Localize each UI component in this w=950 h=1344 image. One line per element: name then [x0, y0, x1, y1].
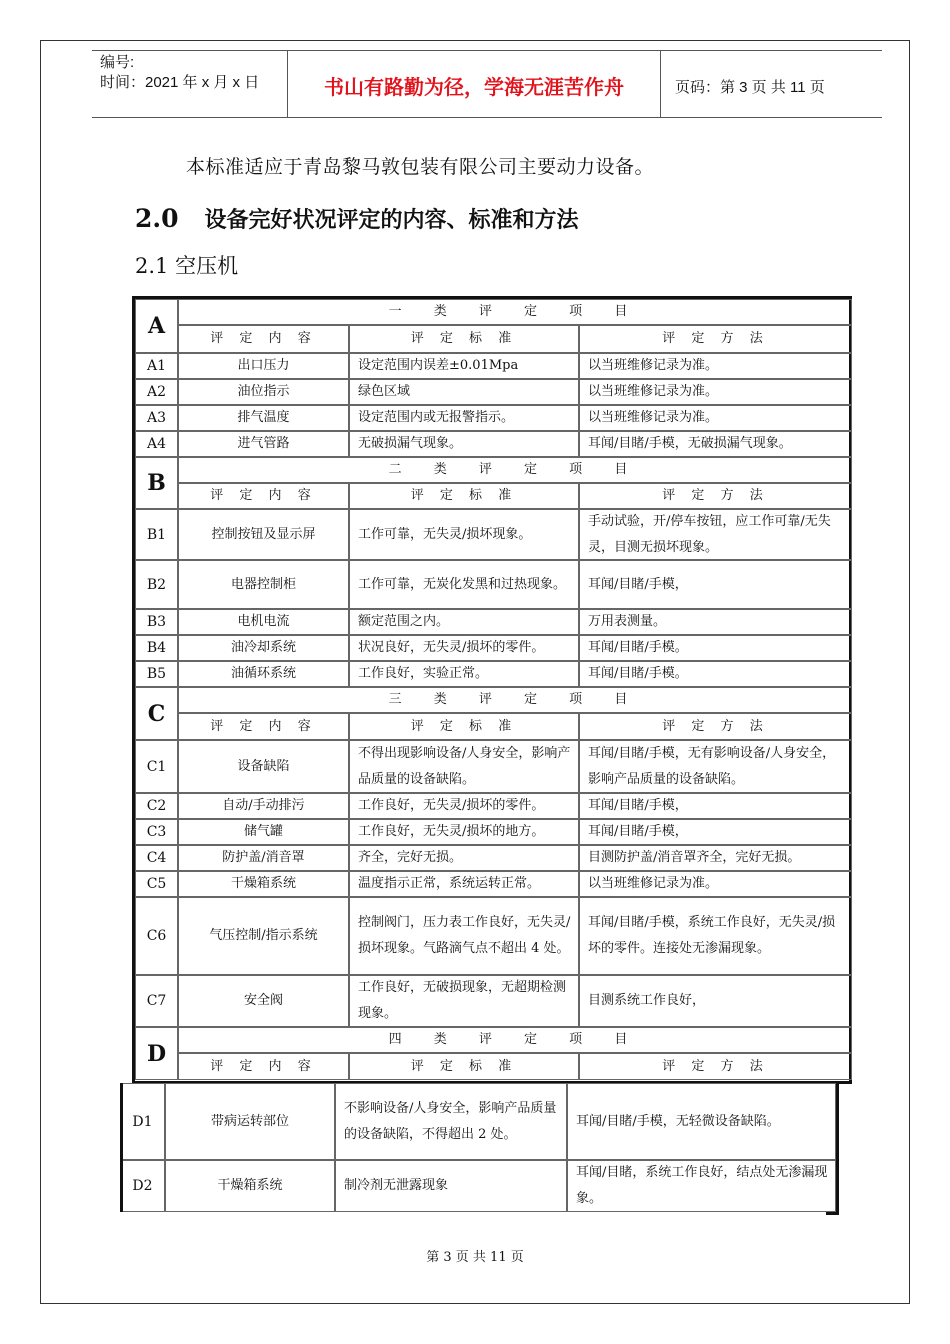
row-content: 带病运转部位 — [165, 1083, 335, 1160]
row-content: 防护盖/消音罩 — [178, 845, 349, 871]
column-header-standard: 评 定 标 准 — [349, 713, 579, 740]
column-header-method: 评 定 方 法 — [579, 713, 852, 740]
row-content: 气压控制/指示系统 — [178, 897, 349, 975]
row-standard: 工作良好，无失灵/损坏的零件。 — [349, 793, 579, 819]
row-id: A2 — [135, 379, 178, 405]
page-footer: 第 3 页 共 11 页 — [426, 1250, 524, 1265]
page-header — [92, 50, 882, 118]
row-standard: 状况良好，无失灵/损坏的零件。 — [349, 635, 579, 661]
column-header-method: 评 定 方 法 — [579, 483, 852, 509]
column-header-standard: 评 定 标 准 — [349, 1053, 579, 1080]
header-motto: 书山有路勤为径，学海无涯苦作舟 — [324, 75, 624, 99]
row-standard: 不得出现影响设备/人身安全，影响产品质量的设备缺陷。 — [349, 740, 579, 793]
section-number: 2.0 — [135, 204, 179, 233]
row-method: 耳闻/目睹/手模，无破损漏气现象。 — [579, 431, 852, 457]
section-heading — [135, 203, 579, 234]
row-id: C6 — [135, 897, 178, 975]
table-border — [826, 1212, 839, 1215]
row-method: 耳闻/目睹/手模。 — [579, 635, 852, 661]
row-content: 排气温度 — [178, 405, 349, 431]
row-method: 耳闻/目睹/手模，无有影响设备/人身安全，影响产品质量的设备缺陷。 — [579, 740, 852, 793]
row-standard: 齐全，完好无损。 — [349, 845, 579, 871]
row-method: 耳闻/目睹/手模， — [579, 560, 852, 609]
row-method: 耳闻/目睹/手模， — [579, 793, 852, 819]
evaluation-table — [132, 296, 852, 1084]
header-info — [100, 53, 280, 93]
row-method: 手动试验，开/停车按钮，应工作可靠/无失灵，目测无损坏现象。 — [579, 509, 852, 560]
row-content: 电器控制柜 — [178, 560, 349, 609]
row-id: B2 — [135, 560, 178, 609]
row-id: C2 — [135, 793, 178, 819]
row-content: 设备缺陷 — [178, 740, 349, 793]
row-id: C1 — [135, 740, 178, 793]
row-id: C4 — [135, 845, 178, 871]
row-content: 干燥箱系统 — [165, 1160, 335, 1212]
group-letter: B — [135, 457, 178, 509]
column-header-method: 评 定 方 法 — [579, 1053, 852, 1080]
row-method: 目测防护盖/消音罩齐全，完好无损。 — [579, 845, 852, 871]
row-standard: 工作良好，无破损现象，无超期检测现象。 — [349, 975, 579, 1027]
row-standard: 工作可靠，无炭化发黑和过热现象。 — [349, 560, 579, 609]
row-method: 以当班维修记录为准。 — [579, 405, 852, 431]
row-standard: 设定范围内误差±0.01Mpa — [349, 353, 579, 379]
doc-code-label: 编号: — [100, 54, 135, 71]
row-method: 耳闻/目睹，系统工作良好，结点处无渗漏现象。 — [567, 1160, 836, 1212]
row-id: B5 — [135, 661, 178, 687]
row-content: 油循环系统 — [178, 661, 349, 687]
row-standard: 温度指示正常，系统运转正常。 — [349, 871, 579, 897]
row-standard: 绿色区域 — [349, 379, 579, 405]
row-id: B4 — [135, 635, 178, 661]
row-id: D1 — [120, 1083, 165, 1160]
column-header-content: 评 定 内 容 — [178, 713, 349, 740]
row-standard: 无破损漏气现象。 — [349, 431, 579, 457]
row-method: 目测系统工作良好， — [579, 975, 852, 1027]
row-content: 控制按钮及显示屏 — [178, 509, 349, 560]
row-id: C7 — [135, 975, 178, 1027]
row-method: 耳闻/目睹/手模，系统工作良好，无失灵/损坏的零件。连接处无渗漏现象。 — [579, 897, 852, 975]
row-standard: 不影响设备/人身安全，影响产品质量的设备缺陷，不得超出 2 处。 — [335, 1083, 567, 1160]
column-header-content: 评 定 内 容 — [178, 483, 349, 509]
row-content: 干燥箱系统 — [178, 871, 349, 897]
column-header-content: 评 定 内 容 — [178, 325, 349, 353]
column-header-method: 评 定 方 法 — [579, 325, 852, 353]
row-method: 耳闻/目睹/手模， — [579, 819, 852, 845]
row-content: 出口压力 — [178, 353, 349, 379]
row-standard: 工作良好，实验正常。 — [349, 661, 579, 687]
row-id: C3 — [135, 819, 178, 845]
column-header-standard: 评 定 标 准 — [349, 325, 579, 353]
row-standard: 工作可靠，无失灵/损坏现象。 — [349, 509, 579, 560]
row-id: B1 — [135, 509, 178, 560]
row-standard: 控制阀门，压力表工作良好，无失灵/损坏现象。气路滴气点不超出 4 处。 — [349, 897, 579, 975]
row-method: 以当班维修记录为准。 — [579, 353, 852, 379]
row-content: 油冷却系统 — [178, 635, 349, 661]
header-page-number: 页码：第 3 页 共 11 页 — [675, 79, 825, 96]
group-title: 三 类 评 定 项 目 — [178, 687, 852, 713]
row-content: 安全阀 — [178, 975, 349, 1027]
group-title: 四 类 评 定 项 目 — [178, 1027, 852, 1053]
row-standard: 工作良好，无失灵/损坏的地方。 — [349, 819, 579, 845]
row-content: 进气管路 — [178, 431, 349, 457]
group-letter: A — [135, 299, 178, 353]
subsection-heading: 2.1 空压机 — [135, 254, 239, 278]
intro-paragraph: 本标准适应于青岛黎马敦包装有限公司主要动力设备。 — [186, 156, 655, 178]
row-method: 万用表测量。 — [579, 609, 852, 635]
row-method: 以当班维修记录为准。 — [579, 871, 852, 897]
row-standard: 额定范围之内。 — [349, 609, 579, 635]
row-id: A3 — [135, 405, 178, 431]
row-standard: 制冷剂无泄露现象 — [335, 1160, 567, 1212]
column-header-content: 评 定 内 容 — [178, 1053, 349, 1080]
doc-time-label: 时间：2021 年 x 月 x 日 — [100, 74, 260, 91]
row-method: 耳闻/目睹/手模，无轻微设备缺陷。 — [567, 1083, 836, 1160]
row-id: A4 — [135, 431, 178, 457]
group-title: 二 类 评 定 项 目 — [178, 457, 852, 483]
header-divider — [660, 51, 661, 117]
row-standard: 设定范围内或无报警指示。 — [349, 405, 579, 431]
column-header-standard: 评 定 标 准 — [349, 483, 579, 509]
section-title: 设备完好状况评定的内容、标准和方法 — [204, 207, 579, 233]
row-content: 电机电流 — [178, 609, 349, 635]
evaluation-table-d-rows — [120, 1083, 843, 1213]
row-method: 以当班维修记录为准。 — [579, 379, 852, 405]
group-title: 一 类 评 定 项 目 — [178, 299, 852, 325]
row-content: 储气罐 — [178, 819, 349, 845]
row-method: 耳闻/目睹/手模。 — [579, 661, 852, 687]
row-id: D2 — [120, 1160, 165, 1212]
table-border — [836, 1083, 839, 1214]
row-id: B3 — [135, 609, 178, 635]
row-content: 自动/手动排污 — [178, 793, 349, 819]
row-content: 油位指示 — [178, 379, 349, 405]
group-letter: D — [135, 1027, 178, 1080]
table-border — [120, 1083, 123, 1212]
row-id: C5 — [135, 871, 178, 897]
group-letter: C — [135, 687, 178, 740]
row-id: A1 — [135, 353, 178, 379]
